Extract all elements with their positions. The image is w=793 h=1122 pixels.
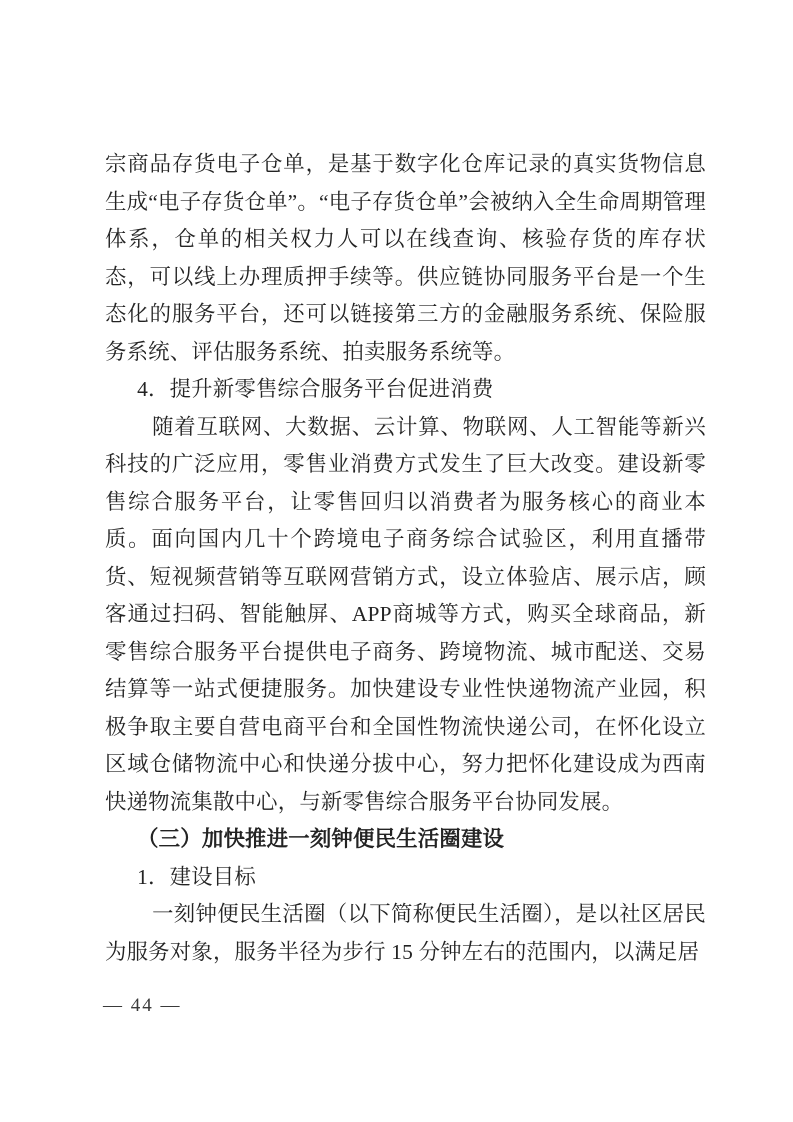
document-body: [105, 146, 706, 971]
heading-section-3-quarter-hour-life-circle: （三）加快推进一刻钟便民生活圈建设: [137, 827, 505, 851]
page-number: — 44 —: [103, 995, 182, 1016]
heading-item-4-new-retail: 4．提升新零售综合服务平台促进消费: [137, 377, 494, 401]
paragraph-continuation-warehouse-receipt: 宗商品存货电子仓单，是基于数字化仓库记录的真实货物信息生成“电子存货仓单”。“电子存货仓单”会被纳入全生命周期管理体系，仓单的相关权力人可以在线查询、核验存货的库存状态，可以线上办理质押手续等。供应链协同服务平台是一个生态化的服务平台，还可以链接第三方的金融服务系统、保险服务系统、评估服务系统、拍卖服务系统等。: [105, 152, 706, 364]
body-paragraph-new-retail: 随着互联网、大数据、云计算、物联网、人工智能等新兴科技的广泛应用，零售业消费方式发生了巨大改变。建设新零售综合服务平台，让零售回归以消费者为服务核心的商业本质。面向国内几十个跨境电子商务综合试验区，利用直播带货、短视频营销等互联网营销方式，设立体验店、展示店，顾客通过扫码、智能触屏、APP商城等方式，购买全球商品，新零售综合服务平台提供电子商务、跨境物流、城市配送、交易结算等一站式便捷服务。加快建设专业性快递物流产业园，积极争取主要自营电商平台和全国性物流快递公司，在怀化设立区域仓储物流中心和快递分拔中心，努力把怀化建设成为西南快递物流集散中心，与新零售综合服务平台协同发展。: [105, 414, 706, 814]
body-paragraph-life-circle: 一刻钟便民生活圈（以下简称便民生活圈），是以社区居民为服务对象，服务半径为步行 15 分钟左右的范围内，以满足居: [105, 902, 706, 964]
heading-item-1-construction-goals: 1．建设目标: [137, 864, 256, 889]
